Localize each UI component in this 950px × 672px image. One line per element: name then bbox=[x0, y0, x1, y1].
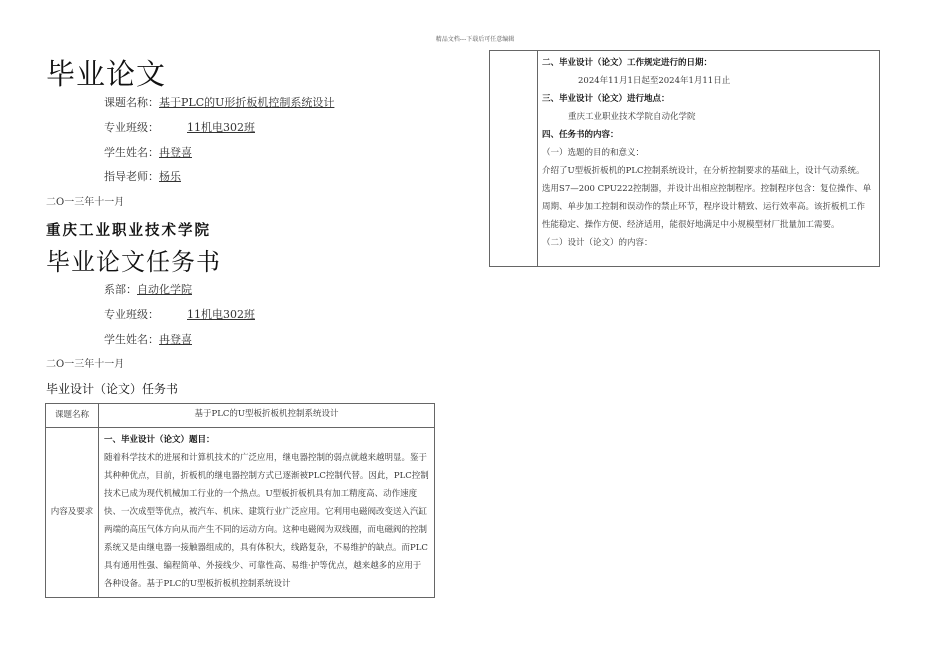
item2-body: 2024年11月1日起至2024年1月11日止 bbox=[578, 76, 731, 86]
class-label: 专业班级： bbox=[104, 308, 159, 321]
topic-label-cell: 课题名称 bbox=[46, 404, 99, 428]
section-title: 毕业设计（论文）任务书 bbox=[46, 382, 179, 396]
cover-title: 毕业论文 bbox=[46, 57, 167, 91]
cover-topic-row bbox=[104, 94, 334, 110]
cover-student-row bbox=[104, 144, 192, 160]
topic-label: 课题名称： bbox=[104, 96, 159, 109]
item4-heading: 四、任务书的内容： bbox=[542, 130, 619, 140]
class-value: 11机电302班 bbox=[187, 121, 255, 134]
topic-value: 基于PLC的U形折板机控制系统设计 bbox=[159, 96, 335, 109]
table-row bbox=[46, 428, 435, 598]
taskbook-student-row bbox=[104, 331, 192, 347]
item3-body: 重庆工业职业技术学院自动化学院 bbox=[568, 112, 696, 122]
watermark-text: 精品文档---下载后可任意编辑 bbox=[435, 36, 515, 43]
sub1-heading: （一）选题的目的和意义： bbox=[542, 148, 645, 158]
taskbook-dept-row bbox=[104, 281, 192, 297]
content-cell bbox=[99, 428, 435, 598]
taskbook-date: 二O一三年十一月 bbox=[46, 359, 125, 370]
cover-class-row bbox=[104, 119, 255, 135]
advisor-value: 杨乐 bbox=[159, 170, 181, 183]
taskbook-title: 毕业论文任务书 bbox=[46, 248, 221, 276]
student-value: 冉登喜 bbox=[159, 333, 192, 346]
dept-label: 系部： bbox=[104, 283, 137, 296]
sub2-heading: （二）设计（论文）的内容： bbox=[542, 238, 653, 248]
cover-date: 二O一三年十一月 bbox=[46, 197, 125, 208]
cover-advisor-row bbox=[104, 168, 181, 184]
task-table bbox=[45, 403, 435, 598]
item1-body: 随着科学技术的进展和计算机技术的广泛应用，继电器控制的弱点就越来越明显。鉴于其种种优点，目前，折板机的继电器控制方式已逐渐被PLC控制代替。因此，PLC控制技术已成为现代机械加工行业的一个热点。U型板折板机具有加工精度高、动作速度快、一次成型等优点，被汽车、机床、建筑行业广泛应用。它利用电磁阀改变送入汽缸两端的高压气体方向从而产生不同的运动方向。这种电磁阀为双线圈，而电磁阀的控制系统又是由继电器一接触器组成的，具有体积大，线路复杂，不易维护的缺点。而PLC具有通用性强、编程简单、外接线少、可靠性高、易维·护等优点，越来越多的应用于各种设备。基于PLC的U型板折板机控制系统设计 bbox=[104, 453, 429, 589]
task-content bbox=[542, 54, 872, 252]
item2-heading: 二、毕业设计（论文）工作规定进行的日期： bbox=[542, 58, 713, 68]
dept-value: 自动化学院 bbox=[137, 283, 192, 296]
content-label-cell: 内容及要求 bbox=[46, 428, 99, 598]
task-content-box bbox=[489, 50, 880, 267]
student-label: 学生姓名： bbox=[104, 333, 159, 346]
student-value: 冉登喜 bbox=[159, 146, 192, 159]
taskbook-class-row bbox=[104, 306, 255, 322]
label-column bbox=[490, 51, 538, 266]
advisor-label: 指导老师： bbox=[104, 170, 159, 183]
table-row bbox=[46, 404, 435, 428]
topic-value-cell: 基于PLC的U型板折板机控制系统设计 bbox=[99, 404, 435, 428]
class-label: 专业班级： bbox=[104, 121, 159, 134]
item3-heading: 三、毕业设计（论文）进行地点： bbox=[542, 94, 670, 104]
student-label: 学生姓名： bbox=[104, 146, 159, 159]
item1-heading: 一、毕业设计（论文）题目： bbox=[104, 435, 215, 445]
college-name: 重庆工业职业技术学院 bbox=[46, 223, 211, 239]
class-value: 11机电302班 bbox=[187, 308, 255, 321]
sub1-body: 介绍了U型板折板机的PLC控制系统设计，在分析控制要求的基础上，设计气动系统。选用S7—200 CPU222控制器，并设计出相应控制程序。控制程序包含：复位操作、单周期、单步加工控制和误动作的禁止环节，程序设计精致、运行效率高。该折板机工作性能稳定、操作方便、经济适用，能很好地满足中小规模型材厂批量加工需要。 bbox=[542, 166, 872, 230]
